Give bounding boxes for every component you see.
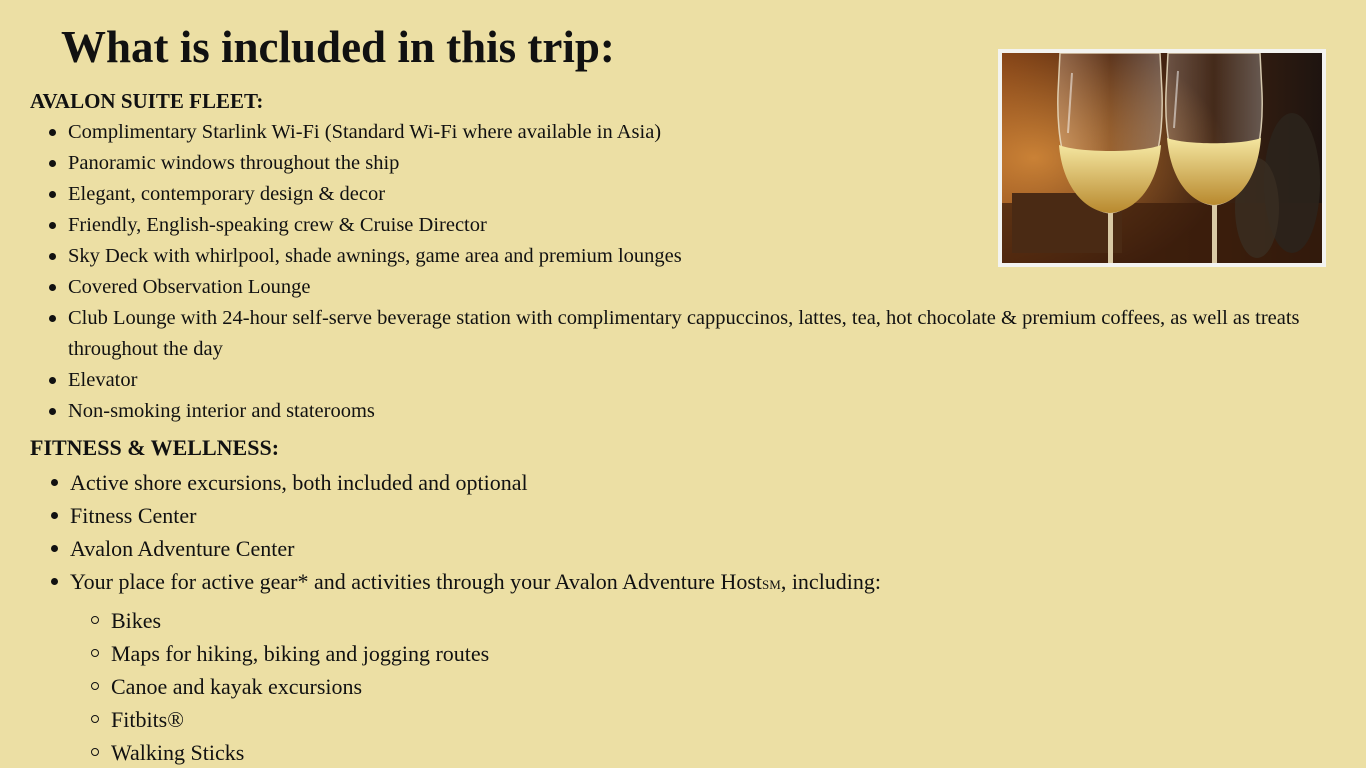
list-item-text: Elevator [68,369,138,391]
bullet-icon [49,191,56,198]
ring-bullet-icon [91,649,99,657]
list-item [68,148,1328,179]
bullet-icon [49,377,56,384]
bullet-icon [49,315,56,322]
sublist-item-text: Bikes [111,608,162,633]
bullet-icon [51,479,58,486]
sublist-item [111,736,1270,768]
ring-bullet-icon [91,748,99,756]
list-item-text: Complimentary Starlink Wi-Fi (Standard Wi-Fi where available in Asia) [68,121,662,143]
sublist-item-text: Maps for hiking, biking and jogging routes [111,641,490,666]
list-item [68,117,1328,148]
sublist-item-text: Walking Sticks [111,740,245,765]
gear-item-suffix: , including: [780,569,882,594]
list-item-text: Active shore excursions, both included and optional [70,470,528,495]
list-item-text: Fitness Center [70,503,197,528]
list-item [68,303,1328,365]
list-item [70,532,1270,565]
list-item-text: Elegant, contemporary design & decor [68,183,386,205]
bullet-icon [51,512,58,519]
sublist-item [111,703,1270,736]
list-item [70,466,1270,499]
sublist-item [111,604,1270,637]
list-item [68,365,1328,396]
list-item-text: Friendly, English-speaking crew & Cruise Director [68,214,487,236]
list-item-text: Avalon Adventure Center [70,536,295,561]
sublist-item [111,637,1270,670]
list-item [68,210,1328,241]
bullet-icon [51,545,58,552]
list-item [68,241,1328,272]
list-item [70,565,1270,768]
list-item-text: Non-smoking interior and staterooms [68,400,375,422]
bullet-icon [49,284,56,291]
list-item [70,499,1270,532]
bullet-icon [49,160,56,167]
fleet-heading: AVALON SUITE FLEET: [30,89,264,113]
bullet-icon [49,129,56,136]
bullet-icon [49,222,56,229]
sublist-item-text: Canoe and kayak excursions [111,674,363,699]
list-item [68,396,1328,427]
sublist-item-text: Fitbits® [111,707,184,732]
page-title: What is included in this trip: [61,22,615,72]
fleet-features-list [68,117,1328,427]
service-mark: SM [762,577,781,592]
list-item-text [70,569,881,594]
sublist-item [111,670,1270,703]
list-item [68,272,1328,303]
list-item-text: Sky Deck with whirlpool, shade awnings, game area and premium lounges [68,245,682,267]
list-item [68,179,1328,210]
bullet-icon [49,253,56,260]
list-item-text: Club Lounge with 24-hour self-serve beverage station with complimentary cappuccinos, lattes, tea, hot chocolate & premium coffees, as well as treats throughout the day [68,307,1300,360]
active-gear-sublist [111,604,1270,768]
bullet-icon [51,578,58,585]
bullet-icon [49,408,56,415]
fitness-features-list [70,466,1270,768]
list-item-text: Panoramic windows throughout the ship [68,152,400,174]
fitness-heading: FITNESS & WELLNESS: [30,435,280,460]
ring-bullet-icon [91,682,99,690]
gear-item-prefix: Your place for active gear* and activities through your Avalon Adventure Host [70,569,763,594]
list-item-text: Covered Observation Lounge [68,276,311,298]
ring-bullet-icon [91,616,99,624]
ring-bullet-icon [91,715,99,723]
